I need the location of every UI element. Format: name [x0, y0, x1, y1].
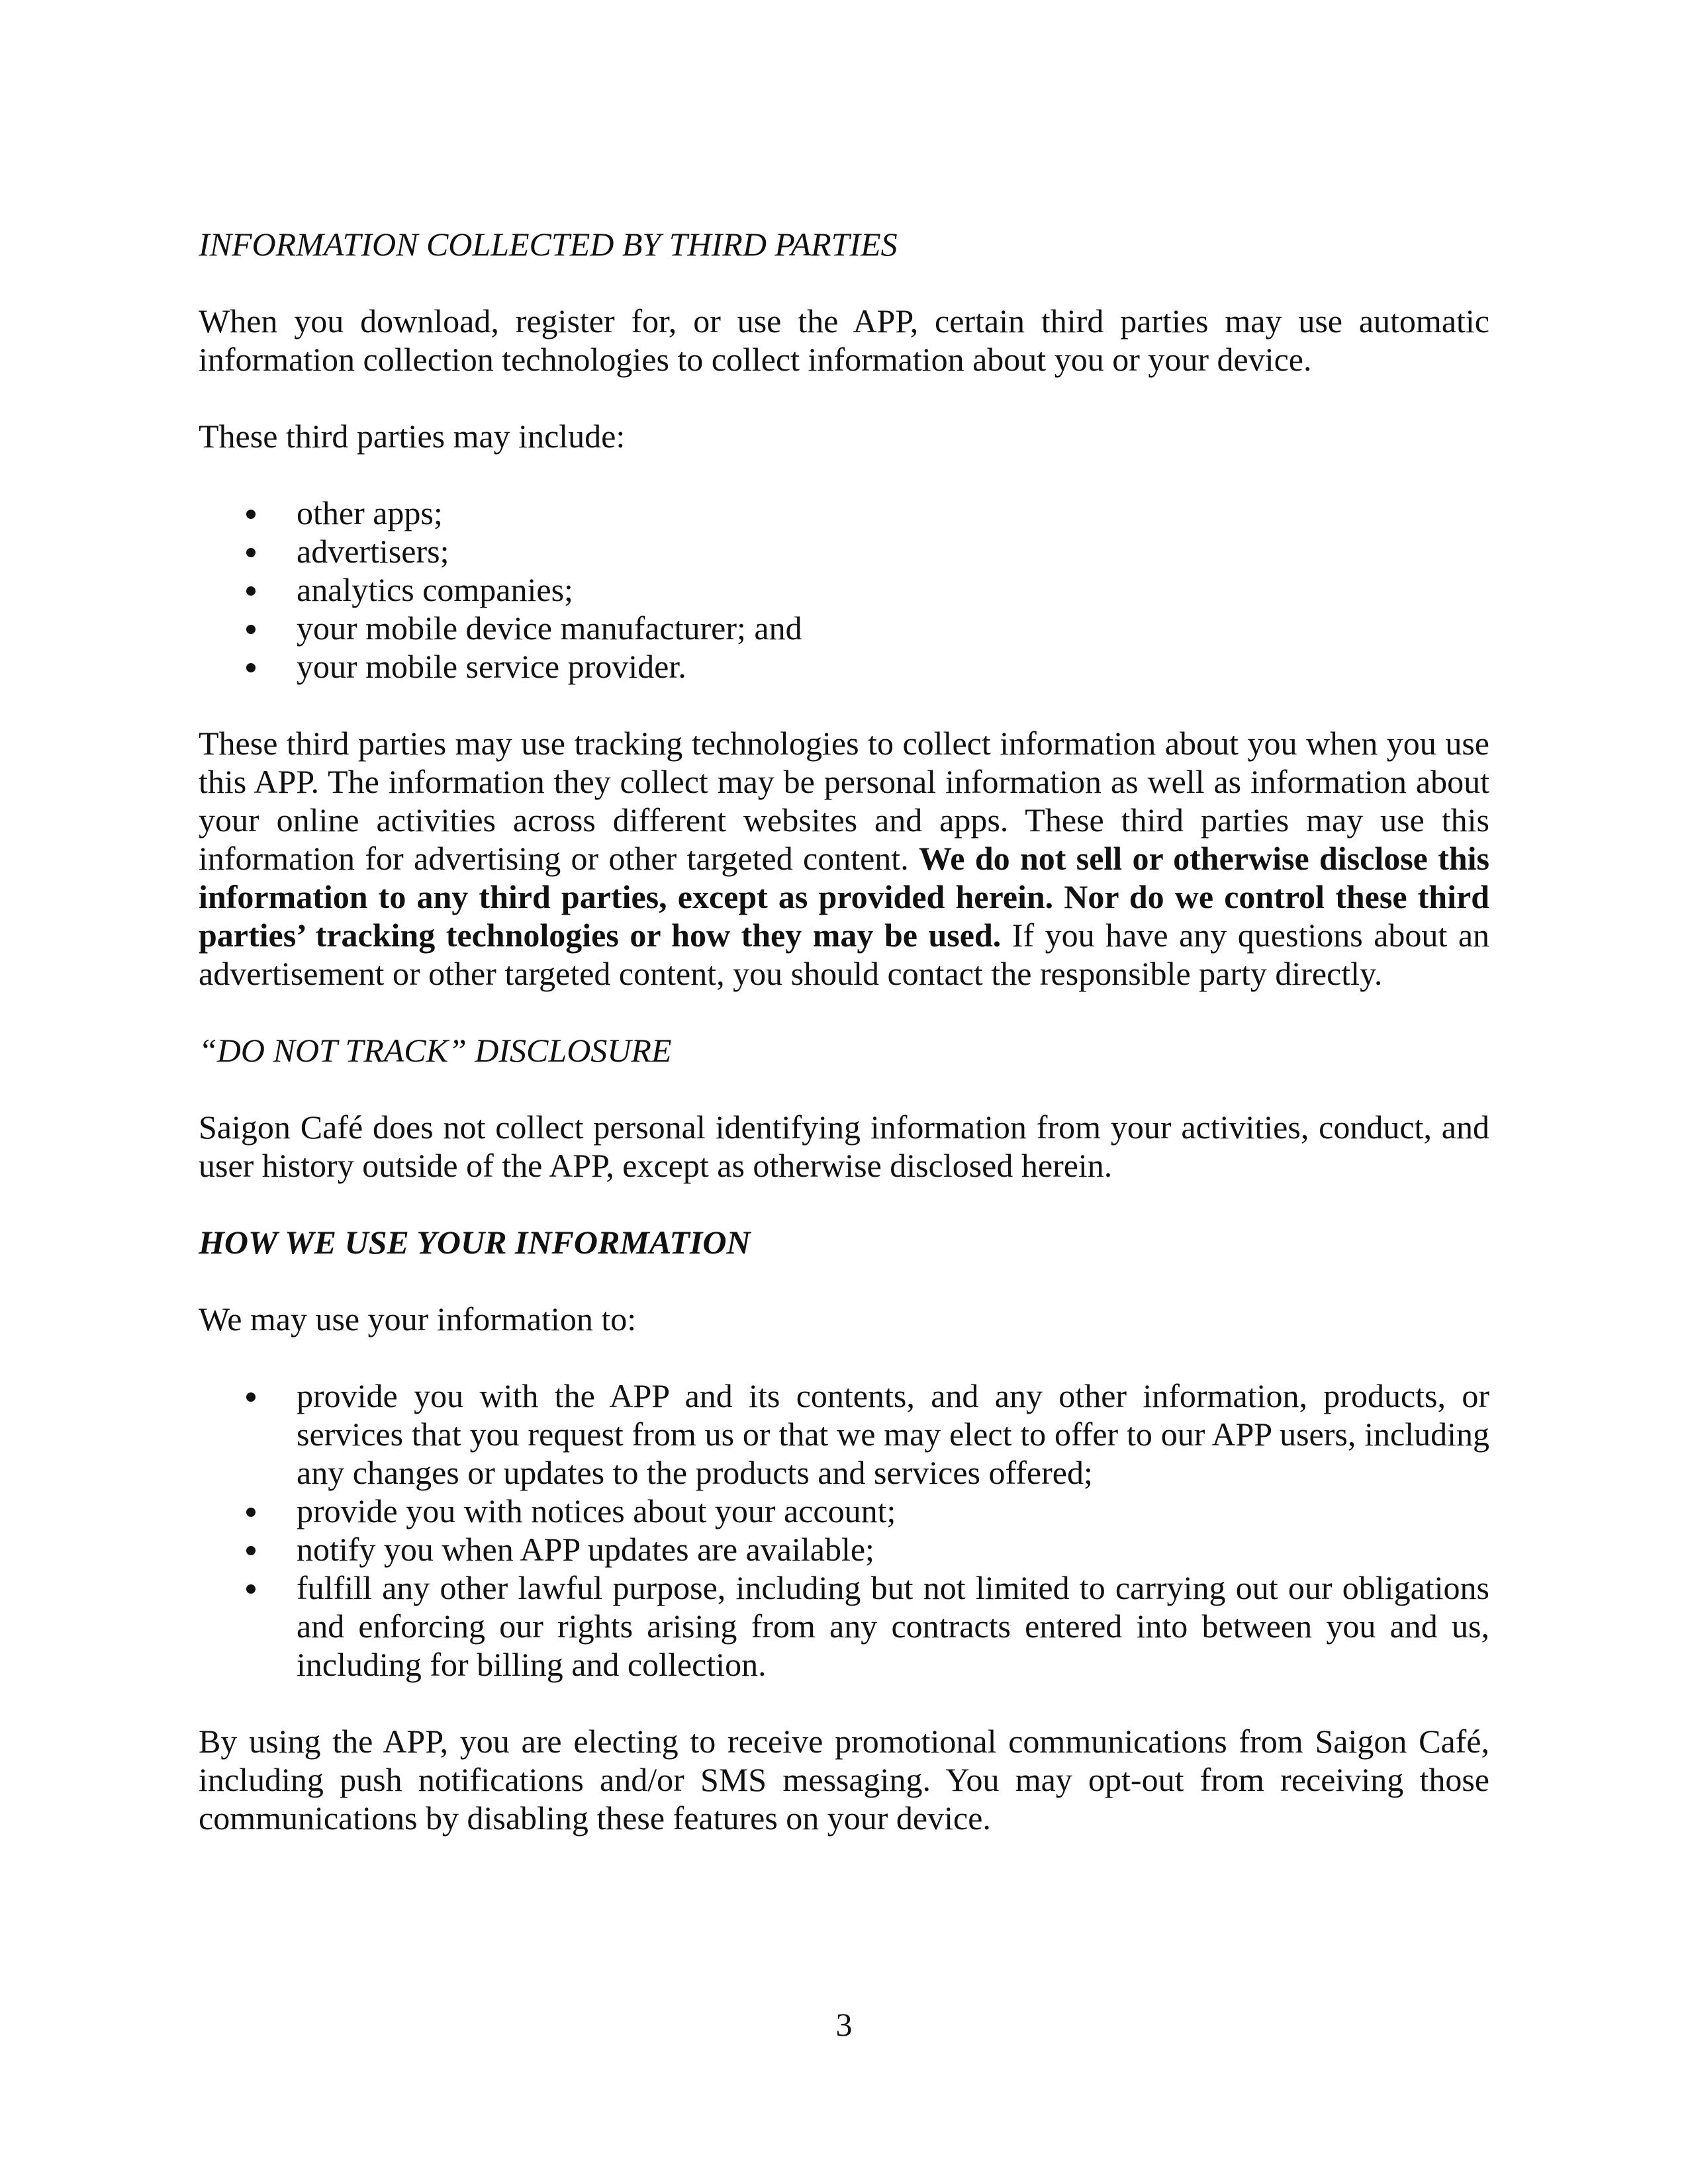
paragraph-promotional-communications: By using the APP, you are electing to receive promotional communications from Saigon Café, including push notifications and/or SMS messaging. You may opt-out from receiving those communications by disabling these features on your device.	[199, 1723, 1489, 1837]
bullet-icon	[246, 1492, 259, 1530]
bullet-icon	[246, 609, 259, 647]
paragraph-text: These third parties may use tracking technologies to collect information about you when you use this APP. The information they collect may be personal information as well as information about your online activities across different websites and apps. These third parties may use this information for advertising or other targeted content.	[199, 725, 1489, 877]
paragraph-third-parties-intro: These third parties may include:	[199, 418, 626, 455]
bullet-icon	[246, 647, 259, 686]
list-item	[199, 1569, 1489, 1684]
paragraph-text: If you have any questions about an advertisement or other targeted content, you should contact the responsible party directly.	[199, 917, 1490, 992]
bullet-icon	[246, 494, 259, 532]
list-item	[199, 609, 1489, 647]
list-item-text: your mobile device manufacturer; and	[297, 610, 802, 647]
bullet-icon	[246, 1569, 259, 1607]
list-item-text: analytics companies;	[297, 571, 573, 608]
list-item	[199, 570, 1489, 609]
list-item-text: your mobile service provider.	[297, 648, 686, 685]
section-heading-third-parties: INFORMATION COLLECTED BY THIRD PARTIES	[199, 226, 898, 263]
list-item	[199, 1530, 1489, 1569]
page-number: 3	[835, 2006, 853, 2043]
paragraph-tracking-technologies	[199, 724, 1489, 993]
list-item-text: provide you with the APP and its contents, and any other information, products, or services that you request from us or that we may elect to offer to our APP users, including any changes or updates to the products and services offered;	[297, 1377, 1489, 1491]
bullet-icon	[246, 1377, 259, 1415]
list-item-text: notify you when APP updates are available;	[297, 1531, 874, 1568]
third-parties-list	[199, 494, 1489, 686]
list-item-text: advertisers;	[297, 533, 449, 570]
document-page	[199, 225, 1489, 1876]
list-item	[199, 532, 1489, 570]
bullet-icon	[246, 1530, 259, 1569]
bold-disclosure-statement: We do not sell or otherwise disclose this information to any third parties, except as provided herein. Nor do we control these third parties’ tracking technologies or how they may be used.	[199, 840, 1489, 954]
list-item	[199, 1377, 1489, 1492]
section-heading-do-not-track: “DO NOT TRACK” DISCLOSURE	[199, 1032, 672, 1069]
use-purposes-list	[199, 1377, 1489, 1684]
list-item-text: fulfill any other lawful purpose, including but not limited to carrying out our obligations and enforcing our rights arising from any contracts entered into between you and us, including for billing and collection.	[297, 1569, 1489, 1683]
list-item	[199, 494, 1489, 532]
list-item-text: provide you with notices about your account;	[297, 1492, 896, 1529]
bullet-icon	[246, 570, 259, 609]
list-item	[199, 647, 1489, 686]
list-item	[199, 1492, 1489, 1530]
list-item-text: other apps;	[297, 494, 443, 531]
bullet-icon	[246, 532, 259, 570]
paragraph-use-intro: We may use your information to:	[199, 1300, 637, 1338]
section-heading-how-we-use: HOW WE USE YOUR INFORMATION	[199, 1224, 751, 1261]
paragraph-do-not-track: Saigon Café does not collect personal identifying information from your activities, conduct, and user history outside of the APP, except as otherwise disclosed herein.	[199, 1109, 1489, 1184]
paragraph-automatic-collection: When you download, register for, or use the APP, certain third parties may use automatic information collection technologies to collect information about you or your device.	[199, 302, 1489, 378]
